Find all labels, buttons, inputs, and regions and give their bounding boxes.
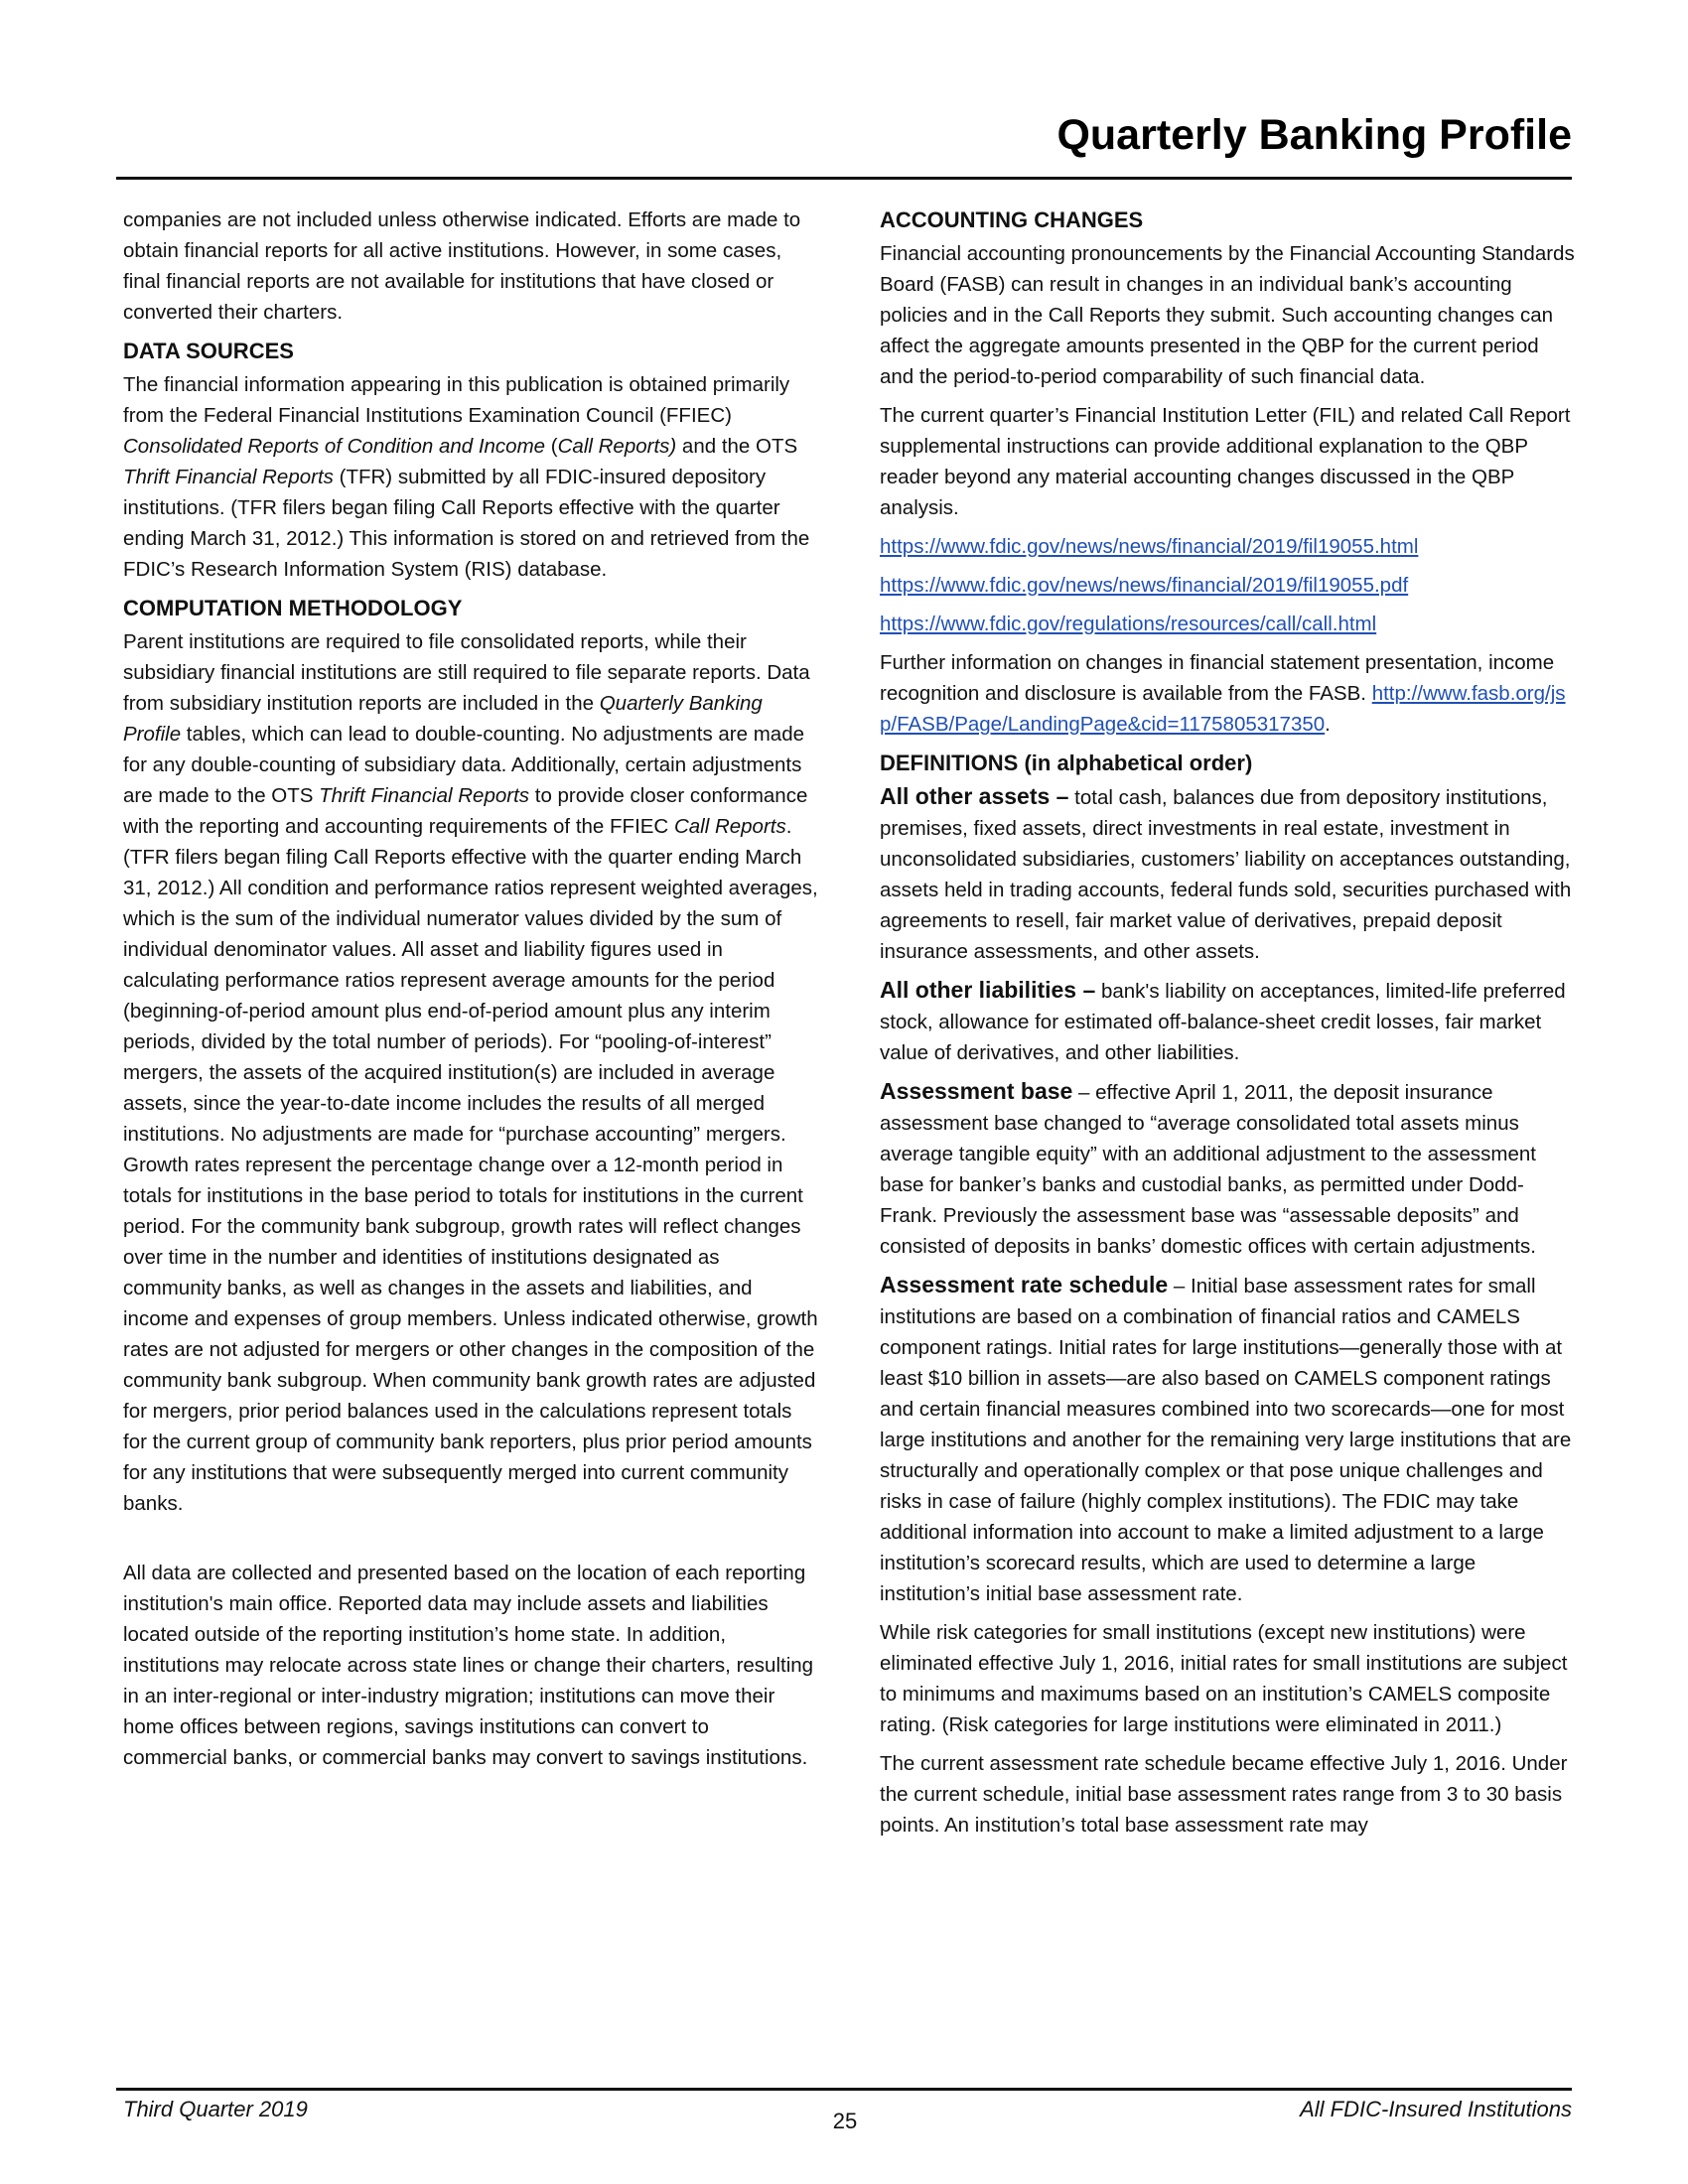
computation-paragraph: Parent institutions are required to file consolidated reports, while their subsidiary financial institutions are still required to file separate reports. Data from subsidiary institution reports are included in the Quarterly Banking Profile tables, which can lead to double-counting. No adjustments are made for any double-counting of subsidiary data. Additionally, certain adjustments are made to the OTS Thrift Financial Reports to provide closer conformance with the reporting and accounting requirements of the FFIEC Call Reports. (TFR filers began filing Call Reports effective with the quarter ending March 31, 2012.) All condition and performance ratios represent weighted averages, which is the sum of the individual numerator values divided by the sum of individual denominator values. All asset and liability figures used in calculating performance ratios represent average amounts for the period (beginning-of-period amount plus end-of-period amount plus any interim periods, divided by the total number of periods). For “pooling-of-interest” mergers, the assets of the acquired institution(s) are included in average assets, since the year-to-date income includes the results of all merged institutions. No adjustments are made for “purchase accounting” mergers. Growth rates represent the percentage change over a 12-month period in totals for institutions in the base period to totals for institutions in the current period. For the community bank subgroup, growth rates will reflect changes over time in the number and identities of institutions designated as community banks, as well as changes in the assets and liabilities, and income and expenses of group members. Unless indicated otherwise, growth rates are not adjusted for mergers or other changes in the composition of the community bank subgroup. When community bank growth rates are adjusted for mergers, prior period balances used in the calculations represent totals for the current group of community bank reporters, plus prior period amounts for any institutions that were subsequently merged into current community banks. bbox=[123, 630, 818, 1515]
definition-assessment-rate-schedule: Assessment rate schedule – Initial base assessment rates for small institutions are based on a combination of financial ratios and CAMELS component ratings. Initial rates for large institutions—generally those with at least $10 billion in assets—are also based on CAMELS component ratings and certain financial measures combined into two scorecards—one for most large institutions and another for the remaining very large institutions that are structurally and operationally complex or that pose unique challenges and risks in case of failure (highly complex institutions). The FDIC may take additional information into account to make a limited adjustment to a large institution’s scorecard results, which are used to determine a large institution’s initial base assessment rate. bbox=[880, 1272, 1572, 1605]
left-column bbox=[123, 205, 818, 1781]
right-column bbox=[880, 205, 1575, 1848]
definition-assessment-base: Assessment base – effective April 1, 2011, the deposit insurance assessment base changed to “average consolidated total assets minus average tangible equity” with an additional adjustment to the assessment base for banker’s banks and custodial banks, as permitted under Dodd-Frank. Previously the assessment base was “assessable deposits” and consisted of deposits in banks’ domestic offices with certain adjustments. bbox=[880, 1078, 1536, 1258]
page-title: Quarterly Banking Profile bbox=[1056, 111, 1572, 159]
footer-quarter: Third Quarter 2019 bbox=[123, 2097, 308, 2121]
computation-heading: COMPUTATION METHODOLOGY bbox=[123, 596, 463, 620]
rate-paragraph-2: While risk categories for small institutions (except new institutions) were eliminated effective July 1, 2016, initial rates for small institutions are subject to minimums and maximums based on an institution’s CAMELS composite rating. (Risk categories for large institutions were eliminated in 2011.) bbox=[880, 1621, 1568, 1736]
definition-all-other-assets: All other assets – total cash, balances due from depository institutions, premises, fixed assets, direct investments in real estate, investment in unconsolidated subsidiaries, customers’ liability on acceptances outstanding, assets held in trading accounts, federal funds sold, securities purchased with agreements to resell, fair market value of derivatives, prepaid deposit insurance assessments, and other assets. bbox=[880, 783, 1572, 963]
footer-scope: All FDIC-Insured Institutions bbox=[1300, 2097, 1572, 2121]
intro-paragraph: companies are not included unless otherwise indicated. Efforts are made to obtain financial reports for all active institutions. However, in some cases, final financial reports are not available for institutions that have closed or converted their charters. bbox=[123, 208, 801, 324]
definition-all-other-liabilities: All other liabilities – bank's liability on acceptances, limited-life preferred stock, allowance for estimated off-balance-sheet credit losses, fair market value of derivatives, and other liabilities. bbox=[880, 977, 1566, 1064]
accounting-changes-heading: ACCOUNTING CHANGES bbox=[880, 207, 1144, 232]
fil-pdf-link[interactable]: https://www.fdic.gov/news/news/financial/2019/fil19055.pdf bbox=[880, 574, 1409, 597]
definitions-heading: DEFINITIONS (in alphabetical order) bbox=[880, 751, 1253, 775]
footer-rule bbox=[116, 2088, 1572, 2091]
data-sources-heading: DATA SOURCES bbox=[123, 339, 294, 363]
call-report-link[interactable]: https://www.fdic.gov/regulations/resources/call/call.html bbox=[880, 613, 1377, 635]
accounting-paragraph-1: Financial accounting pronouncements by the Financial Accounting Standards Board (FASB) can result in changes in an individual bank’s accounting policies and in the Call Reports they submit. Such accounting changes can affect the aggregate amounts presented in the QBP for the current period and the period-to-period comparability of such financial data. bbox=[880, 242, 1575, 388]
page-number: 25 bbox=[832, 2109, 858, 2133]
location-paragraph: All data are collected and presented based on the location of each reporting institution's main office. Reported data may include assets and liabilities located outside of the reporting institution’s home state. In addition, institutions may relocate across state lines or change their charters, resulting in an inter-regional or inter-industry migration; institutions can move their home offices between regions, savings institutions can convert to commercial banks, or commercial banks may convert to savings institutions. bbox=[123, 1562, 814, 1769]
fasb-link[interactable]: http://www.fasb.org/jsp/FASB/Page/LandingPage&cid=1175805317350 bbox=[880, 682, 1566, 736]
fil-html-link[interactable]: https://www.fdic.gov/news/news/financial/2019/fil19055.html bbox=[880, 535, 1419, 558]
rate-paragraph-3: The current assessment rate schedule became effective July 1, 2016. Under the current schedule, initial base assessment rates range from 3 to 30 basis points. An institution’s total base assessment rate may bbox=[880, 1752, 1568, 1837]
header-rule bbox=[116, 177, 1572, 180]
accounting-paragraph-3: Further information on changes in financial statement presentation, income recognition and disclosure is available from the FASB. http://www.fasb.org/jsp/FASB/Page/LandingPage&cid=1175805317350. bbox=[880, 651, 1566, 736]
accounting-paragraph-2: The current quarter’s Financial Institution Letter (FIL) and related Call Report supplemental instructions can provide additional explanation to the QBP reader beyond any material accounting changes discussed in the QBP analysis. bbox=[880, 404, 1571, 519]
data-sources-paragraph: The financial information appearing in this publication is obtained primarily from the Federal Financial Institutions Examination Council (FFIEC) Consolidated Reports of Condition and Income (Call Reports) and the OTS Thrift Financial Reports (TFR) submitted by all FDIC-insured depository institutions. (TFR filers began filing Call Reports effective with the quarter ending March 31, 2012.) This information is stored on and retrieved from the FDIC’s Research Information System (RIS) database. bbox=[123, 373, 810, 581]
